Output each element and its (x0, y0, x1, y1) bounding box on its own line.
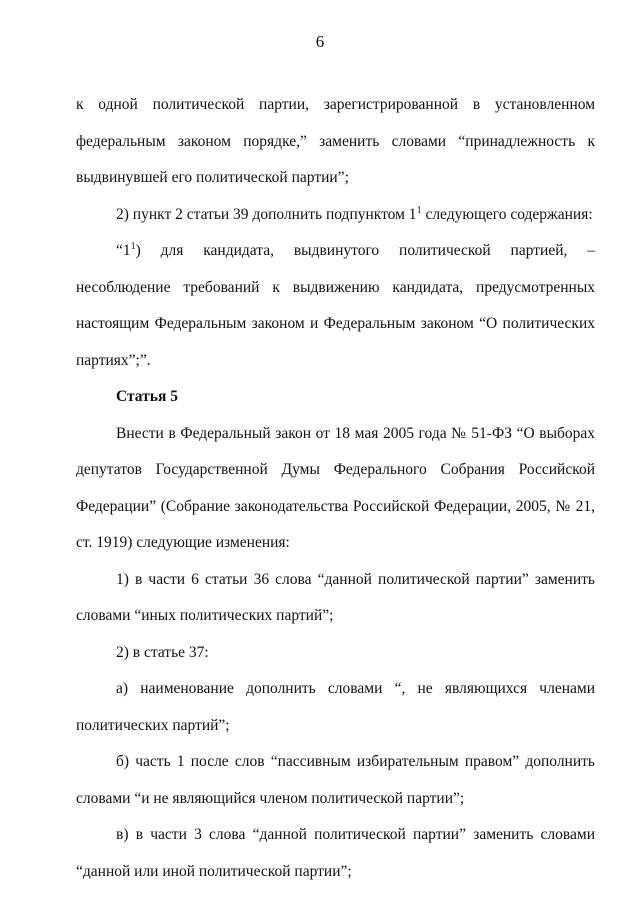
superscript: 1 (130, 240, 136, 252)
document-body (76, 87, 595, 890)
paragraph-item-2-text: 2) пункт 2 статьи 39 дополнить подпунктом 1 (116, 205, 417, 223)
paragraph-subitem-1-1 (76, 233, 595, 379)
page-number: 6 (315, 32, 325, 51)
superscript: 1 (416, 204, 422, 216)
paragraph-subitem-text-end: ) для кандидата, выдвинутого политической партией, – несоблюдение требований к выдвижению кандидата, предусмотренных настоящим Федеральным законом и Федеральным законом “О политических партиях”;”. (76, 242, 595, 369)
article-heading: Статья 5 (116, 388, 178, 405)
paragraph-intro: Внести в Федеральный закон от 18 мая 2005 года № 51-ФЗ “О выборах депутатов Государственной Думы Федерального Собрания Российской Федерации” (Собрание законодательства Российской Федерации, 2005, № 21, ст. 1919) следующие изменения: (76, 424, 595, 551)
paragraph-item-2 (76, 197, 595, 234)
paragraph-item-2-text-end: следующего содержания: (421, 205, 593, 223)
paragraph-subitem-b: б) часть 1 после слов “пассивным избирательным правом” дополнить словами “и не являющийся членом политической партии”; (76, 753, 595, 807)
paragraph-subitem-text: “1 (116, 242, 131, 259)
paragraph-item-2-art37: 2) в статье 37: (116, 643, 209, 661)
paragraph-subitem-v: в) в части 3 слова “данной политической партии” заменить словами “данной или иной политической партии”; (76, 826, 595, 880)
paragraph-continuation: к одной политической партии, зарегистрированной в установленном федеральным законом порядке,” заменить словами “принадлежность к выдвинувшей его политической партии”; (76, 96, 595, 186)
paragraph-item-1: 1) в части 6 статьи 36 слова “данной политической партии” заменить словами “иных политических партий”; (76, 570, 595, 624)
paragraph-subitem-a: а) наименование дополнить словами “, не являющихся членами политических партий”; (76, 680, 595, 734)
